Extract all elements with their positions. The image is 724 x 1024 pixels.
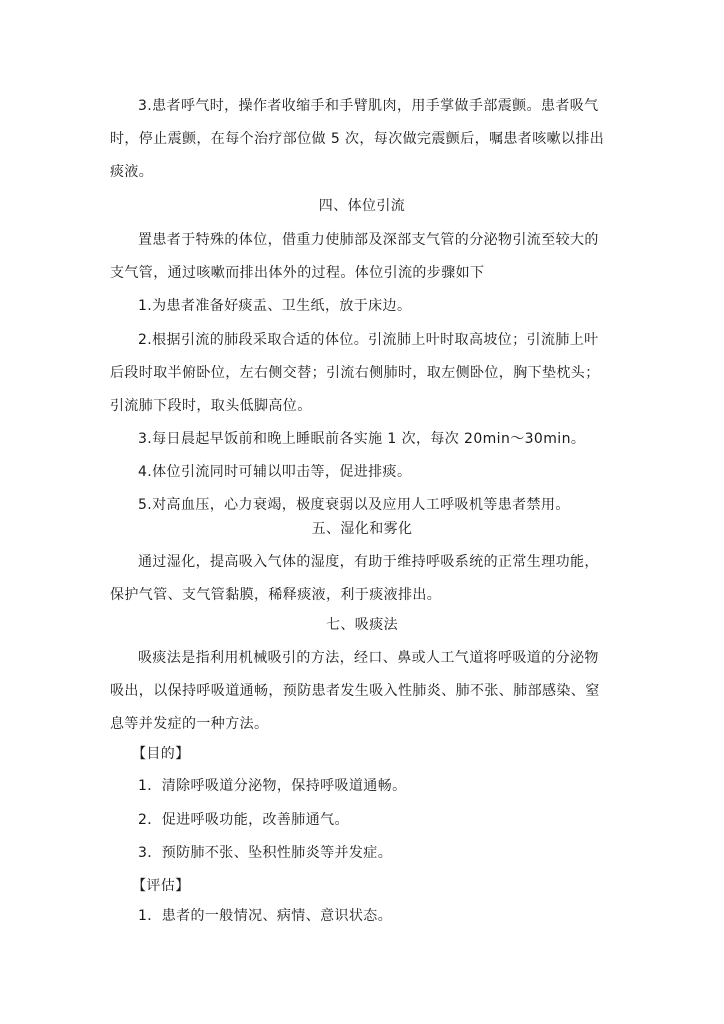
paragraph-line: 吸痰法是指利用机械吸引的方法，经口、鼻或人工气道将呼吸道的分泌物 — [138, 650, 599, 666]
list-item: 3.每日晨起早饭前和晚上睡眠前各实施 1 次，每次 20min～30min。 — [138, 431, 586, 447]
section-heading-humidification: 五、湿化和雾化 — [311, 521, 413, 537]
paragraph-line: 时，停止震颤，在每个治疗部位做 5 次，每次做完震颤后，嘱患者咳嗽以排出 — [110, 131, 605, 147]
list-item: 3．预防肺不张、坠积性肺炎等并发症。 — [138, 845, 393, 861]
paragraph-line: 置患者于特殊的体位，借重力使肺部及深部支气管的分泌物引流至较大的 — [138, 232, 599, 248]
subheading-purpose: 【目的】 — [132, 746, 190, 762]
paragraph-line: 息等并发症的一种方法。 — [110, 716, 269, 732]
list-item: 1.为患者准备好痰盂、卫生纸，放于床边。 — [138, 298, 412, 314]
list-item-continued: 引流肺下段时，取头低脚高位。 — [110, 398, 312, 414]
paragraph-line: 支气管，通过咳嗽而排出体外的过程。体位引流的步骤如下 — [110, 265, 485, 281]
section-heading-suction: 七、吸痰法 — [326, 617, 398, 633]
paragraph-line: 保护气管、支气管黏膜，稀释痰液，利于痰液排出。 — [110, 587, 442, 603]
list-item: 1．患者的一般情况、病情、意识状态。 — [138, 908, 393, 924]
list-item: 4.体位引流同时可辅以叩击等，促进排痰。 — [138, 464, 412, 480]
section-heading-postural-drainage: 四、体位引流 — [318, 198, 406, 214]
subheading-assessment: 【评估】 — [132, 878, 190, 894]
list-item: 2.根据引流的肺段采取合适的体位。引流肺上叶时取高坡位；引流肺上叶 — [138, 332, 599, 348]
paragraph-line: 吸出，以保持呼吸道通畅，预防患者发生吸入性肺炎、肺不张、肺部感染、窒 — [110, 683, 600, 699]
paragraph-line: 3.患者呼气时，操作者收缩手和手臂肌肉，用手掌做手部震颤。患者吸气 — [138, 98, 599, 114]
paragraph-line: 痰液。 — [110, 164, 154, 180]
list-item: 5.对高血压，心力衰竭，极度衰弱以及应用人工呼吸机等患者禁用。 — [138, 497, 570, 513]
list-item-continued: 后段时取半俯卧位，左右侧交替；引流右侧肺时，取左侧卧位，胸下垫枕头； — [110, 365, 600, 381]
paragraph-line: 通过湿化，提高吸入气体的湿度，有助于维持呼吸系统的正常生理功能， — [138, 554, 599, 570]
list-item: 1．清除呼吸道分泌物，保持呼吸道通畅。 — [138, 778, 407, 794]
list-item: 2．促进呼吸功能，改善肺通气。 — [138, 812, 349, 828]
